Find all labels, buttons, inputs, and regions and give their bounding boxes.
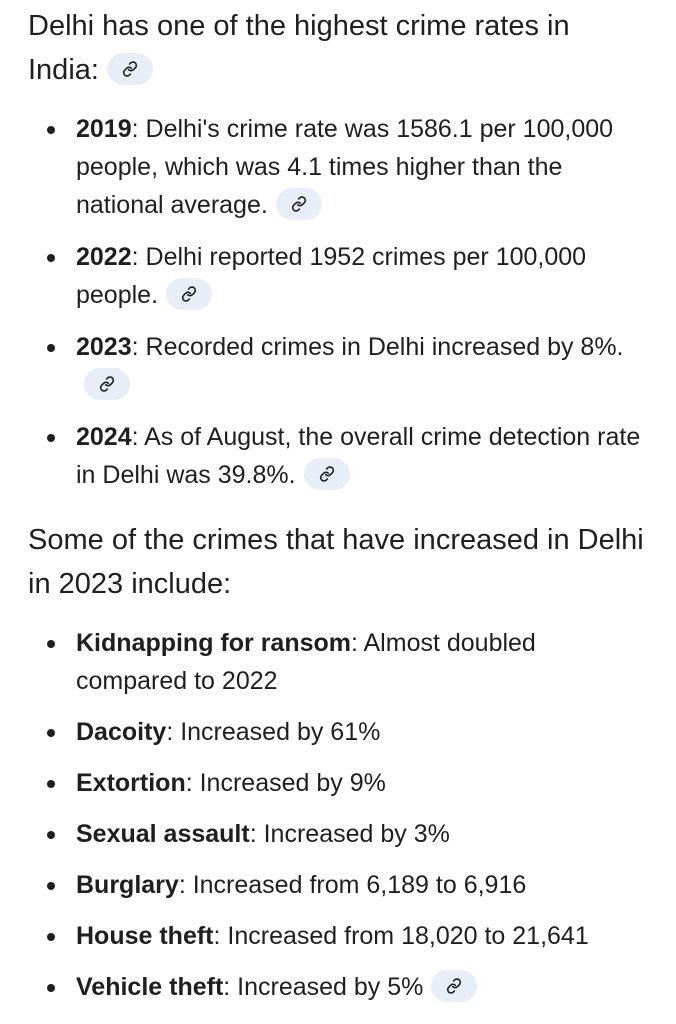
list-item bbox=[28, 418, 646, 494]
list-item bbox=[28, 917, 646, 955]
list-item-text: : As of August, the overall crime detection rate in Delhi was 39.8%. bbox=[76, 423, 641, 489]
list-item-text: : Almost doubled compared to 2022 bbox=[76, 629, 536, 695]
list-item-term: House theft bbox=[76, 922, 214, 950]
list-item-term: Kidnapping for ransom bbox=[76, 629, 351, 657]
list-item bbox=[28, 624, 646, 700]
bullet-icon bbox=[47, 126, 55, 134]
bullet-icon bbox=[47, 254, 55, 262]
list-item bbox=[28, 328, 646, 404]
link-icon bbox=[122, 61, 138, 77]
bullet-icon bbox=[47, 933, 55, 941]
bullet-icon bbox=[47, 640, 55, 648]
list-item-text: : Increased from 18,020 to 21,641 bbox=[213, 922, 589, 950]
list-item-text: : Recorded crimes in Delhi increased by 8%. bbox=[131, 333, 624, 361]
list-item-term: Extortion bbox=[76, 769, 186, 797]
link-icon bbox=[446, 978, 462, 994]
bullet-icon bbox=[47, 434, 55, 442]
list-item-text: : Delhi reported 1952 crimes per 100,000 people. bbox=[76, 243, 587, 309]
bullet-icon bbox=[47, 882, 55, 890]
link-icon bbox=[291, 196, 307, 212]
bullet-icon bbox=[47, 984, 55, 992]
list-item-text: : Increased by 5% bbox=[223, 973, 424, 1001]
crimes-list bbox=[28, 624, 646, 1006]
list-item-text: : Delhi's crime rate was 1586.1 per 100,000 people, which was 4.1 times higher than the national average. bbox=[76, 115, 614, 219]
list-item-text: : Increased by 61% bbox=[166, 718, 381, 746]
list-item bbox=[28, 110, 646, 224]
list-item bbox=[28, 238, 646, 314]
list-item-term: Vehicle theft bbox=[76, 973, 224, 1001]
link-icon bbox=[181, 286, 197, 302]
list-item-term: 2019 bbox=[76, 115, 132, 143]
bullet-icon bbox=[47, 344, 55, 352]
link-icon bbox=[319, 466, 335, 482]
link-icon bbox=[99, 376, 115, 392]
bullet-icon bbox=[47, 780, 55, 788]
list-item-term: 2023 bbox=[76, 333, 132, 361]
list-item bbox=[28, 713, 646, 751]
bullet-icon bbox=[47, 729, 55, 737]
source-link-chip[interactable] bbox=[166, 278, 212, 310]
list-item bbox=[28, 968, 646, 1006]
intro-heading-text: Delhi has one of the highest crime rates in India: bbox=[28, 10, 570, 86]
source-link-chip[interactable] bbox=[107, 53, 153, 85]
list-item-text: : Increased by 9% bbox=[185, 769, 386, 797]
list-item bbox=[28, 764, 646, 802]
source-link-chip[interactable] bbox=[431, 970, 477, 1002]
crimes-heading: Some of the crimes that have increased in Delhi in 2023 include: bbox=[28, 524, 644, 600]
source-link-chip[interactable] bbox=[276, 188, 322, 220]
list-item-term: Burglary bbox=[76, 871, 179, 899]
list-item bbox=[28, 815, 646, 853]
bullet-icon bbox=[47, 831, 55, 839]
list-item-text: : Increased by 3% bbox=[249, 820, 450, 848]
stats-list bbox=[28, 110, 646, 494]
list-item-term: Sexual assault bbox=[76, 820, 250, 848]
source-link-chip[interactable] bbox=[84, 368, 130, 400]
list-item-term: 2024 bbox=[76, 423, 132, 451]
list-item-term: Dacoity bbox=[76, 718, 167, 746]
intro-heading bbox=[28, 0, 646, 92]
list-item-term: 2022 bbox=[76, 243, 132, 271]
list-item-text: : Increased from 6,189 to 6,916 bbox=[178, 871, 527, 899]
source-link-chip[interactable] bbox=[304, 458, 350, 490]
list-item bbox=[28, 866, 646, 904]
